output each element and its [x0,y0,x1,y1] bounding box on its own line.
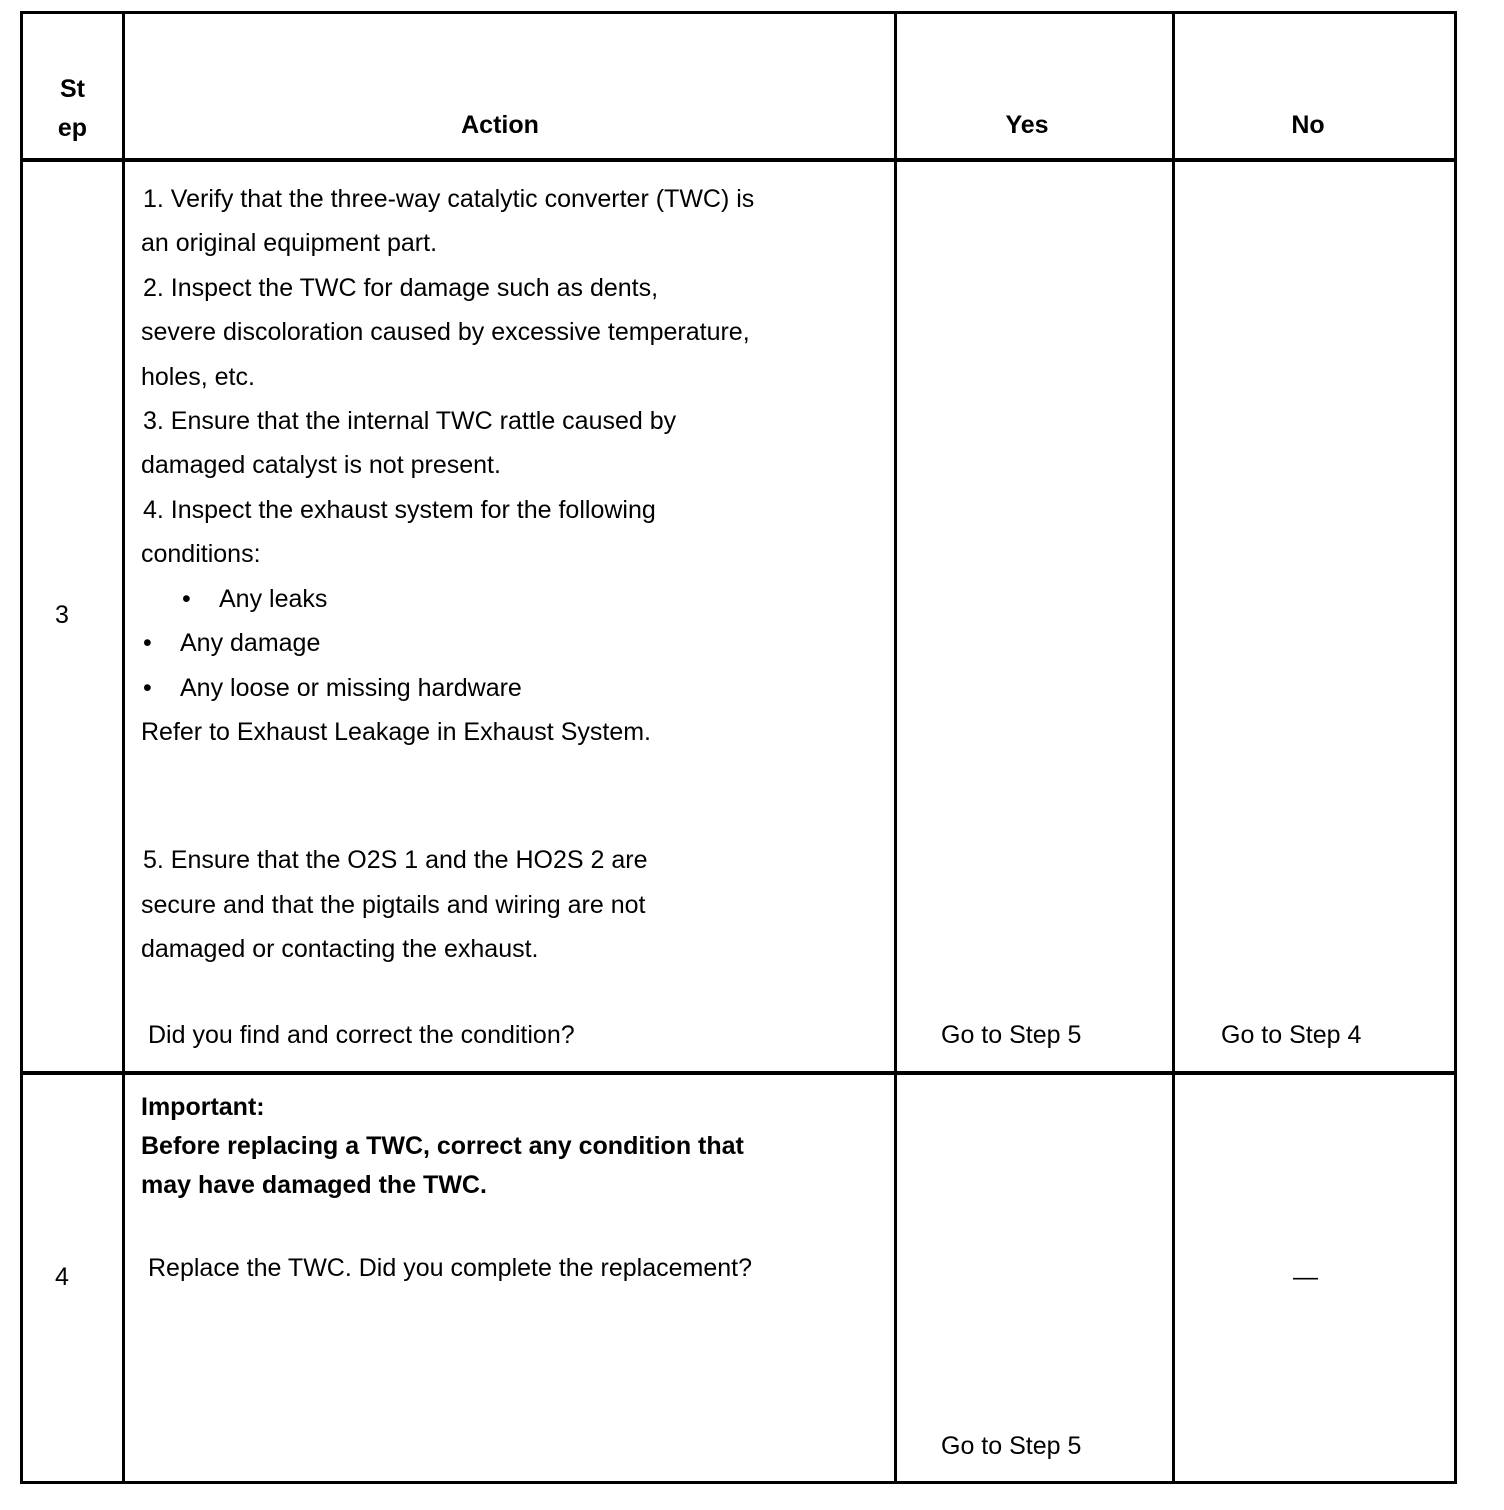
action-line: 4. Inspect the exhaust system for the following [143,496,656,524]
important-label: Important: [141,1093,265,1121]
table-border-top [20,11,1457,14]
step-number: 4 [55,1263,69,1291]
col-divider-action [894,11,897,1484]
yes-result: Go to Step 5 [941,1021,1082,1049]
action-line: 1. Verify that the three-way catalytic converter (TWC) is [143,185,755,213]
table-border-left [20,11,23,1484]
header-step [23,70,122,148]
bullet-icon: • [182,585,191,613]
header-step-line2: ep [57,114,88,142]
bullet-icon: • [143,674,152,702]
no-result: — [1293,1263,1318,1291]
important-line: may have damaged the TWC. [141,1171,487,1199]
action-line: holes, etc. [141,363,255,391]
yes-result: Go to Step 5 [941,1432,1082,1460]
header-no: No [1291,111,1325,139]
row-divider [20,1071,1457,1075]
question-text: Did you find and correct the condition? [148,1021,575,1049]
bullet-item: Any loose or missing hardware [180,674,522,702]
header-divider [20,158,1457,162]
table-border-bottom [20,1481,1457,1484]
no-result: Go to Step 4 [1221,1021,1362,1049]
bullet-icon: • [143,629,152,657]
important-line: Before replacing a TWC, correct any condition that [141,1132,744,1160]
action-line: Refer to Exhaust Leakage in Exhaust System. [141,718,651,746]
table-border-right [1454,11,1457,1484]
header-action: Action [461,111,539,139]
action-line: 2. Inspect the TWC for damage such as dents, [143,274,659,302]
action-line: 3. Ensure that the internal TWC rattle caused by [143,407,677,435]
action-line: damaged catalyst is not present. [141,451,501,479]
header-step-line1: St [60,75,85,103]
header-yes: Yes [1005,111,1049,139]
action-line: an original equipment part. [141,229,438,257]
action-line: severe discoloration caused by excessive temperature, [141,318,750,346]
action-line: secure and that the pigtails and wiring are not [141,891,646,919]
col-divider-step [122,11,125,1484]
col-divider-yes [1172,11,1175,1484]
bullet-item: Any leaks [219,585,328,613]
action-line: damaged or contacting the exhaust. [141,935,539,963]
bullet-item: Any damage [180,629,321,657]
step-number: 3 [55,601,69,629]
action-line: 5. Ensure that the O2S 1 and the HO2S 2 are [143,846,648,874]
question-text: Replace the TWC. Did you complete the replacement? [148,1254,753,1282]
action-line: conditions: [141,540,261,568]
